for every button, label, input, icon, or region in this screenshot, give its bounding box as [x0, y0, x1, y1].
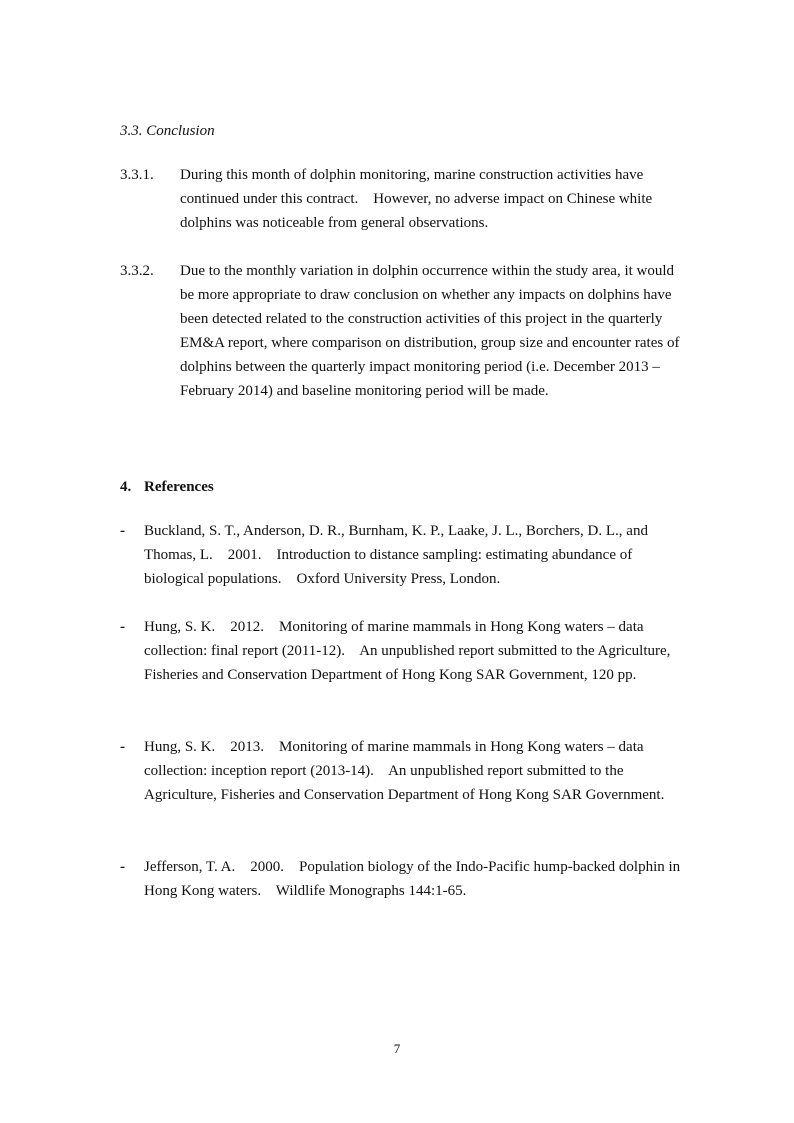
reference-item — [120, 519, 690, 591]
paragraph-number: 3.3.1. — [120, 167, 154, 183]
bullet-dash: - — [120, 859, 125, 875]
reference-text: Hung, S. K. 2012. Monitoring of marine mammals in Hong Kong waters – data collection: final report (2011-12). An unpublished report submitted to the Agriculture, Fisheries and Conservation Department of Hong Kong SAR Government, 120 pp. — [144, 619, 675, 683]
references-heading-label: References — [144, 479, 214, 495]
paragraph-number: 3.3.2. — [120, 263, 154, 279]
bullet-dash: - — [120, 619, 125, 635]
bullet-dash: - — [120, 739, 125, 755]
reference-text: Jefferson, T. A. 2000. Population biology of the Indo-Pacific hump-backed dolphin in Hong Kong waters. Wildlife Monographs 144:1-65. — [144, 859, 684, 899]
paragraph-3-3-2 — [120, 259, 690, 403]
reference-item — [120, 855, 690, 903]
references-heading-number: 4. — [120, 479, 132, 495]
section-heading-conclusion: 3.3. Conclusion — [120, 123, 215, 139]
reference-item — [120, 735, 690, 807]
paragraph-3-3-1 — [120, 163, 690, 235]
page-number: 7 — [393, 1041, 401, 1056]
paragraph-text: Due to the monthly variation in dolphin occurrence within the study area, it would be more appropriate to draw conclusion on whether any impacts on dolphins have been detected related to the construction activities of this project in the quarterly EM&A report, where comparison on distribution, group size and encounter rates of dolphins between the quarterly impact monitoring period (i.e. December 2013 – February 2014) and baseline monitoring period will be made. — [180, 263, 680, 399]
paragraph-text: During this month of dolphin monitoring, marine construction activities have continued under this contract. However, no adverse impact on Chinese white dolphins was noticeable from general observations. — [180, 167, 656, 231]
bullet-dash: - — [120, 523, 125, 539]
references-heading — [120, 477, 214, 497]
reference-text: Hung, S. K. 2013. Monitoring of marine mammals in Hong Kong waters – data collection: inception report (2013-14). An unpublished report submitted to the Agriculture, Fisheries and Conservation Department of Hong Kong SAR Government. — [144, 739, 665, 803]
reference-item — [120, 615, 690, 687]
reference-text: Buckland, S. T., Anderson, D. R., Burnham, K. P., Laake, J. L., Borchers, D. L., and Thomas, L. 2001. Introduction to distance sampling: estimating abundance of biological populations. Oxford University Press, London. — [144, 523, 652, 587]
